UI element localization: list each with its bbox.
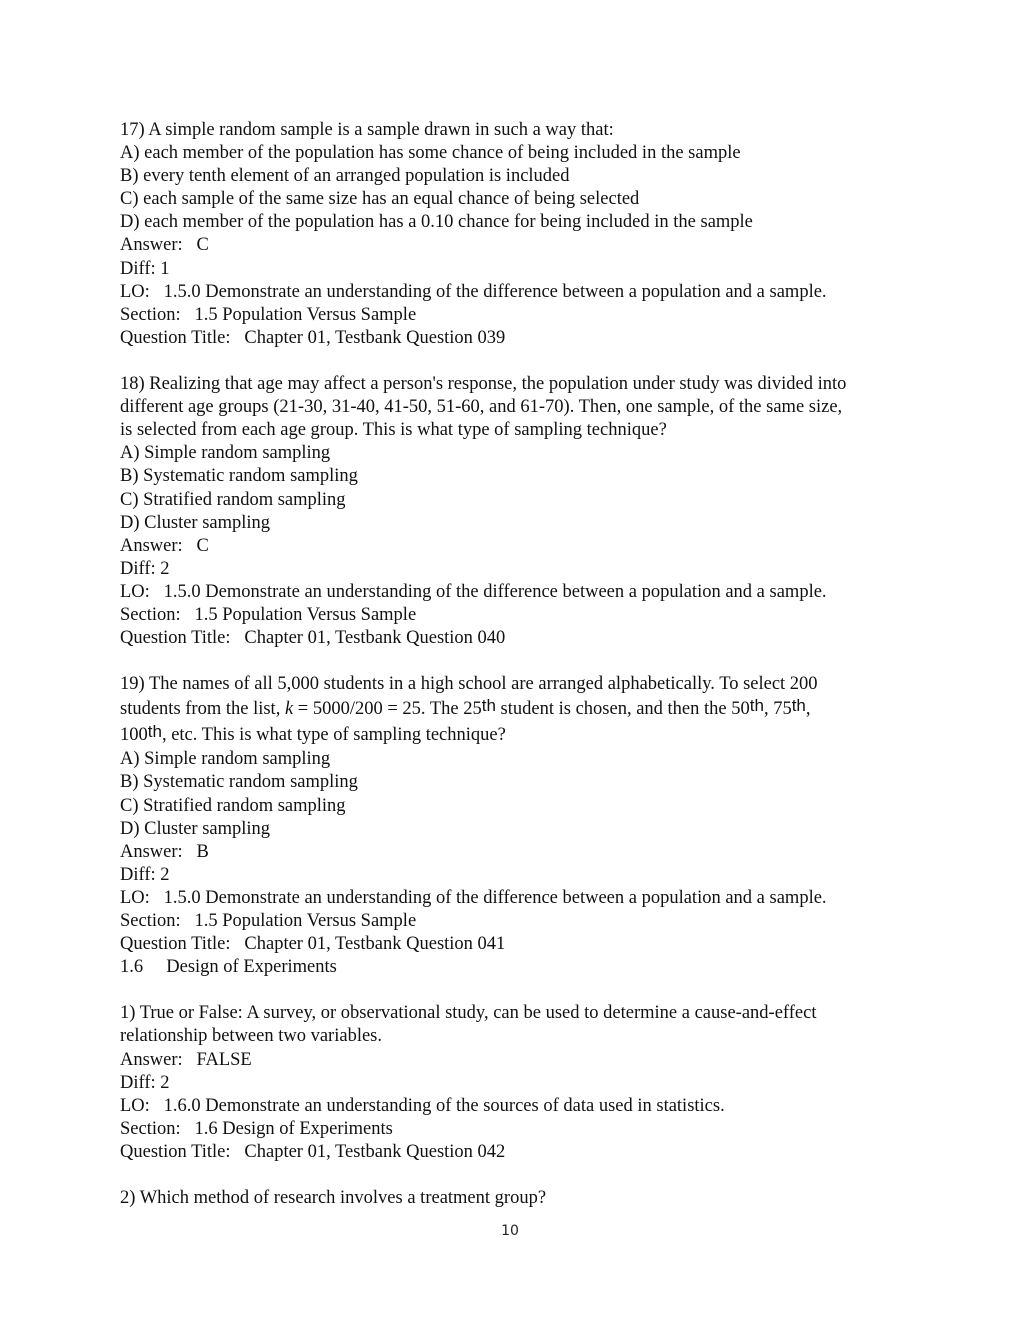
question-stem-line: different age groups (21-30, 31-40, 41-50, 51-60, and 61-70). Then, one sample, of the same size, [120, 397, 843, 418]
question-stem-line: 19) The names of all 5,000 students in a high school are arranged alphabetically. To select 200 [120, 674, 818, 695]
question-stem-line: 18) Realizing that age may affect a person's response, the population under study was divided into [120, 374, 847, 395]
section-line: Section: 1.5 Population Versus Sample [120, 304, 417, 325]
option-b: B) Systematic random sampling [120, 772, 358, 793]
section-heading: 1.6 Design of Experiments [120, 957, 337, 978]
option-c: C) Stratified random sampling [120, 795, 346, 816]
answer-line: Answer: FALSE [120, 1049, 252, 1070]
question-1 [120, 1002, 910, 1164]
option-a: A) each member of the population has some chance of being included in the sample [120, 143, 741, 164]
option-a: A) Simple random sampling [120, 443, 331, 464]
document-page [120, 119, 910, 1210]
option-c: C) each sample of the same size has an equal chance of being selected [120, 189, 640, 210]
ordinal-suffix: th [481, 696, 496, 716]
question-stem-line: 1) True or False: A survey, or observational study, can be used to determine a cause-and-effect [120, 1003, 817, 1024]
variable-k: k [284, 699, 294, 720]
page-number: 10 [501, 1223, 519, 1239]
question-title-line: Question Title: Chapter 01, Testbank Question 041 [120, 934, 506, 955]
stem-text: 100 [120, 725, 148, 746]
spacer [120, 979, 910, 1002]
section-line: Section: 1.6 Design of Experiments [120, 1118, 393, 1139]
section-line: Section: 1.5 Population Versus Sample [120, 604, 417, 625]
option-c: C) Stratified random sampling [120, 489, 346, 510]
stem-text: student is chosen, and then the 50 [495, 699, 750, 720]
section-line: Section: 1.5 Population Versus Sample [120, 911, 417, 931]
question-title-line: Question Title: Chapter 01, Testbank Question 042 [120, 1141, 506, 1162]
option-d: D) Cluster sampling [120, 512, 271, 533]
learning-objective-line: LO: 1.6.0 Demonstrate an understanding of the sources of data used in statistics. [120, 1095, 725, 1116]
spacer [120, 650, 910, 673]
spacer [120, 350, 910, 373]
stem-text: = 5000/200 = 25. The 25 [293, 699, 482, 720]
question-17 [120, 119, 910, 350]
learning-objective-line: LO: 1.5.0 Demonstrate an understanding of the difference between a population and a sample. [120, 887, 827, 908]
option-b: B) Systematic random sampling [120, 466, 358, 487]
question-18 [120, 373, 910, 650]
question-stem-line [120, 696, 910, 722]
stem-text: , [805, 699, 811, 720]
stem-text: students from the list, [120, 699, 285, 720]
question-stem-line [120, 722, 910, 748]
question-title-line: Question Title: Chapter 01, Testbank Question 040 [120, 628, 506, 649]
question-title-line: Question Title: Chapter 01, Testbank Question 039 [120, 327, 506, 348]
difficulty-line: Diff: 2 [120, 864, 170, 885]
question-stem-line: is selected from each age group. This is what type of sampling technique? [120, 420, 667, 441]
difficulty-line: Diff: 2 [120, 558, 170, 579]
question-stem-line: relationship between two variables. [120, 1026, 382, 1047]
ordinal-suffix: th [147, 722, 162, 742]
answer-line: Answer: C [120, 235, 209, 256]
stem-text: , 75 [763, 699, 792, 720]
option-a: A) Simple random sampling [120, 749, 331, 770]
question-stem: 2) Which method of research involves a treatment group? [120, 1188, 547, 1209]
learning-objective-line: LO: 1.5.0 Demonstrate an understanding of the difference between a population and a sample. [120, 581, 827, 602]
answer-line: Answer: C [120, 535, 209, 556]
option-d: D) each member of the population has a 0.10 chance for being included in the sample [120, 212, 753, 233]
spacer [120, 1164, 910, 1187]
answer-line: Answer: B [120, 841, 209, 862]
option-b: B) every tenth element of an arranged population is included [120, 166, 570, 187]
difficulty-line: Diff: 2 [120, 1072, 170, 1093]
option-d: D) Cluster sampling [120, 818, 271, 839]
stem-text: , etc. This is what type of sampling technique? [161, 725, 506, 746]
question-stem: 17) A simple random sample is a sample drawn in such a way that: [120, 120, 614, 140]
learning-objective-line: LO: 1.5.0 Demonstrate an understanding of the difference between a population and a sample. [120, 281, 827, 302]
ordinal-suffix: th [791, 696, 806, 716]
difficulty-line: Diff: 1 [120, 258, 170, 279]
ordinal-suffix: th [749, 696, 764, 716]
question-19 [120, 673, 910, 956]
question-2 [120, 1187, 910, 1210]
